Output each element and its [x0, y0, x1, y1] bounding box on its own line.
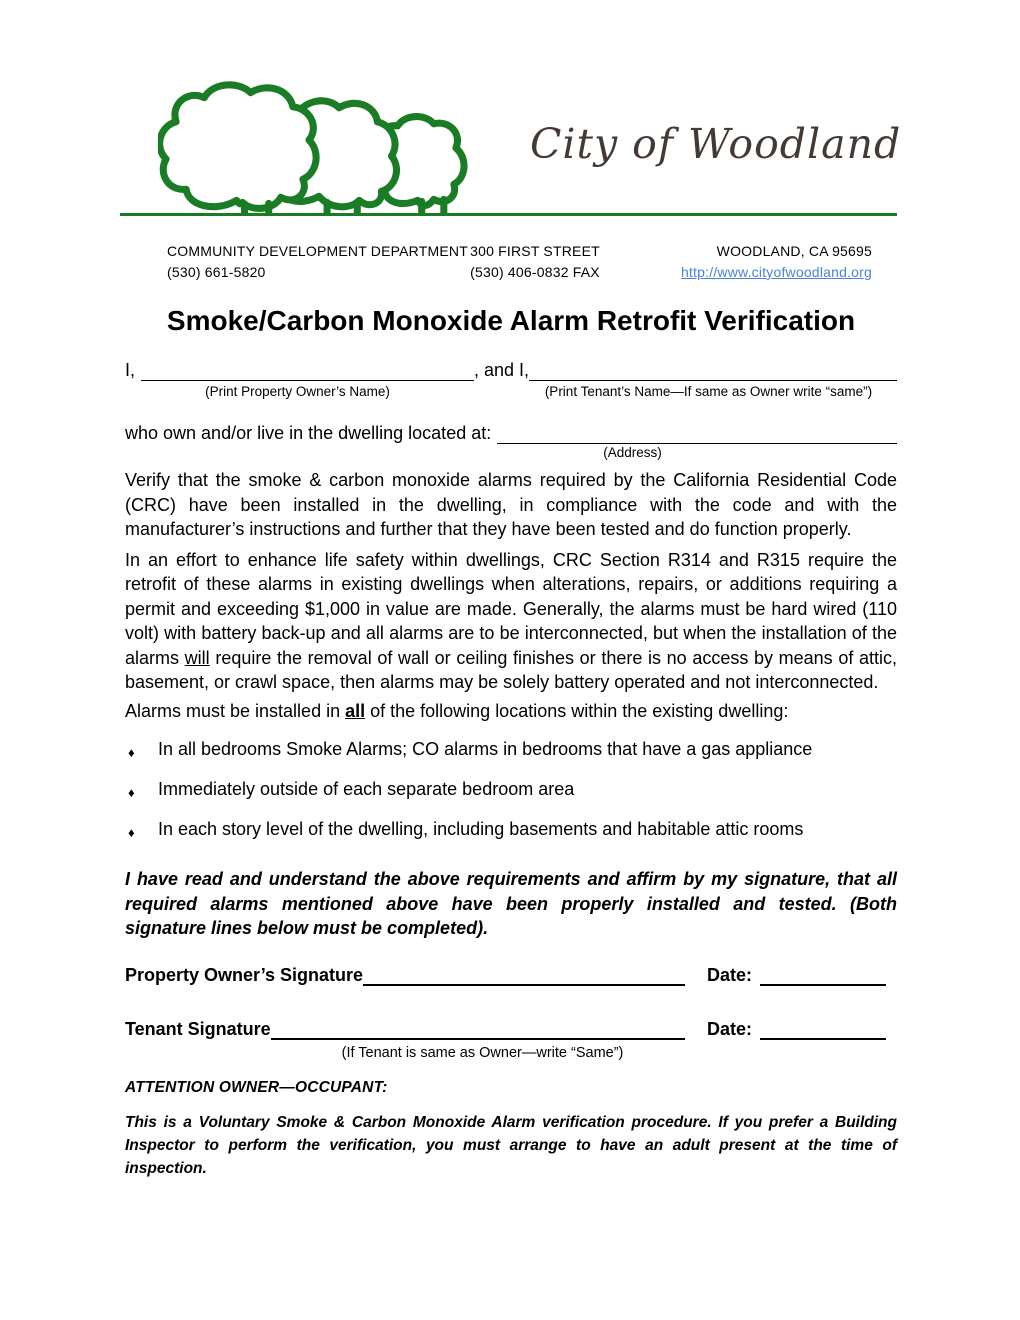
bullet-text: In all bedrooms Smoke Alarms; CO alarms in bedrooms that have a gas appliance — [158, 739, 813, 759]
address-blank — [497, 422, 897, 444]
owner-signature-label: Property Owner’s Signature — [125, 964, 364, 985]
owner-signature-row — [125, 963, 886, 986]
address-caption: (Address) — [603, 445, 662, 460]
crc-underlined-will: will — [184, 647, 210, 668]
list-item — [125, 777, 897, 805]
letterhead — [125, 76, 902, 213]
bullet-text: Immediately outside of each separate bedroom area — [158, 779, 575, 799]
street-address: 300 FIRST STREET — [470, 243, 600, 259]
names-line — [125, 359, 897, 381]
verify-paragraph: Verify that the smoke & carbon monoxide alarms required by the California Residential Code (CRC) have been installed in the dwelling, in compliance with the code and with the manufacturer’s instructions and further that they have been tested and do function properly. — [125, 470, 897, 539]
crc-text-1: In an effort to enhance life safety within dwellings, CRC Section R314 and R315 require the retrofit of these alarms in existing dwellings when alterations, repairs, or additions requiring a permit and exceeding $1,000 in value are made. Generally, the alarms must be hard wired (110 volt) with battery back-up and all alarms are to be interconnected, but when the installation of the alarms — [125, 549, 897, 668]
owner-date-blank — [760, 962, 886, 986]
diamond-bullet-icon: ♦ — [128, 825, 135, 840]
attention-paragraph: This is a Voluntary Smoke & Carbon Monoxide Alarm verification procedure. If you prefer a Building Inspector to perform the verification, you must arrange to have an adult present at the time of inspection. — [125, 1113, 897, 1177]
city-state-zip: WOODLAND, CA 95695 — [716, 243, 872, 259]
locations-intro — [125, 699, 897, 724]
website-link[interactable]: http://www.cityofwoodland.org — [680, 264, 872, 280]
date-label: Date: — [706, 964, 752, 985]
diamond-bullet-icon: ♦ — [128, 785, 135, 800]
date-label: Date: — [706, 1018, 752, 1039]
locations-emph-all: all — [345, 700, 366, 721]
tenant-signature-row — [125, 1017, 886, 1040]
locations-text-1: Alarms must be installed in — [125, 700, 346, 721]
address-line — [125, 422, 897, 444]
name-captions — [125, 384, 897, 399]
crc-text-2: require the removal of wall or ceiling finishes or there is no access by means of attic, basement, or crawl space, then alarms may be solely battery operated and not interconnected. — [125, 647, 898, 692]
city-wordmark: City of Woodland — [530, 120, 902, 168]
department-name: COMMUNITY DEVELOPMENT DEPARTMENT — [167, 243, 468, 259]
list-item — [125, 817, 897, 845]
phone-number: (530) 661-5820 — [167, 264, 266, 280]
address-caption-row — [125, 445, 897, 460]
list-item — [125, 737, 897, 765]
owner-name-caption: (Print Property Owner’s Name) — [205, 384, 390, 399]
address-label: who own and/or live in the dwelling located at: — [125, 423, 492, 443]
tenant-date-blank — [760, 1016, 886, 1040]
affirmation-paragraph: I have read and understand the above requirements and affirm by my signature, that all required alarms mentioned above have been properly installed and tested. (Both signature lines below must be completed). — [125, 869, 897, 938]
tenant-name-blank — [529, 359, 897, 381]
crc-paragraph — [125, 548, 897, 695]
contact-block — [125, 243, 897, 283]
tenant-signature-blank — [271, 1016, 685, 1040]
diamond-bullet-icon: ♦ — [128, 745, 135, 760]
line1-mid: , and I, — [474, 360, 530, 380]
trees-logo-icon — [158, 79, 470, 215]
line1-prefix: I, — [125, 360, 136, 380]
page-title: Smoke/Carbon Monoxide Alarm Retrofit Verification — [166, 305, 856, 336]
locations-text-2: of the following locations within the existing dwelling: — [365, 700, 789, 721]
tenant-name-caption: (Print Tenant’s Name—If same as Owner write “same”) — [544, 384, 873, 399]
bullet-text: In each story level of the dwelling, including basements and habitable attic rooms — [158, 819, 804, 839]
tenant-signature-caption: (If Tenant is same as Owner—write “Same”) — [341, 1044, 624, 1061]
fax-number: (530) 406-0832 FAX — [470, 264, 600, 280]
owner-name-blank — [141, 359, 474, 381]
tenant-signature-label: Tenant Signature — [125, 1018, 271, 1039]
attention-heading: ATTENTION OWNER—OCCUPANT: — [125, 1078, 388, 1096]
owner-signature-blank — [363, 962, 685, 986]
